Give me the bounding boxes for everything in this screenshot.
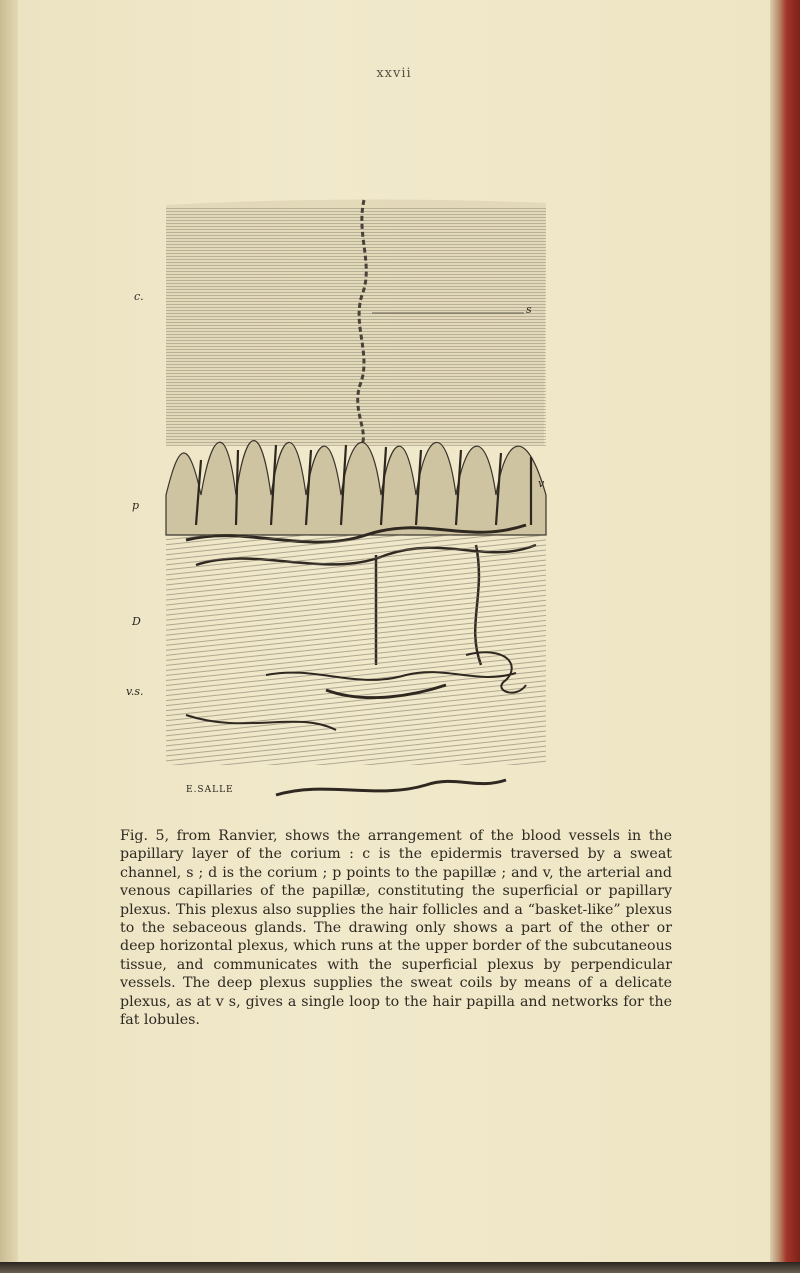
label-v: v bbox=[538, 477, 545, 490]
book-page bbox=[18, 0, 770, 1262]
label-vs: v.s. bbox=[126, 685, 144, 698]
book-spine bbox=[770, 0, 800, 1273]
figure-caption bbox=[120, 827, 672, 1029]
caption-text: Fig. 5, from Ranvier, shows the arrangement of the blood vessels in the papillary layer of the corium : c is the epidermis traversed by a sweat channel, s ; d is the corium ; p points to the papillæ ; and v, the arterial and venous capillaries of the papillæ, constituting the superficial or papillary plexus. This plexus also supplies the hair follicles and a “basket-like” plexus to the sebaceous glands. The drawing only shows a part of the other or deep horizontal plexus, which runs at the upper border of the subcutaneous tissue, and communicates with the superficial plexus by perpendicular vessels. The deep plexus supplies the sweat coils by means of a delicate plexus, as at v s, gives a single loop to the hair papilla and networks for the fat lobules. bbox=[120, 828, 672, 1029]
page-number: xxvii bbox=[376, 66, 412, 81]
skin-blood-vessel-illustration bbox=[126, 195, 558, 815]
engraver-signature: E.SALLE bbox=[186, 785, 234, 795]
label-c: c. bbox=[134, 290, 144, 303]
page-bottom-edge bbox=[0, 1262, 800, 1273]
label-p: p bbox=[132, 499, 140, 512]
histology-drawing bbox=[126, 195, 558, 815]
label-d: D bbox=[132, 615, 141, 628]
page-left-edge bbox=[0, 0, 18, 1273]
label-s: s bbox=[526, 303, 532, 316]
